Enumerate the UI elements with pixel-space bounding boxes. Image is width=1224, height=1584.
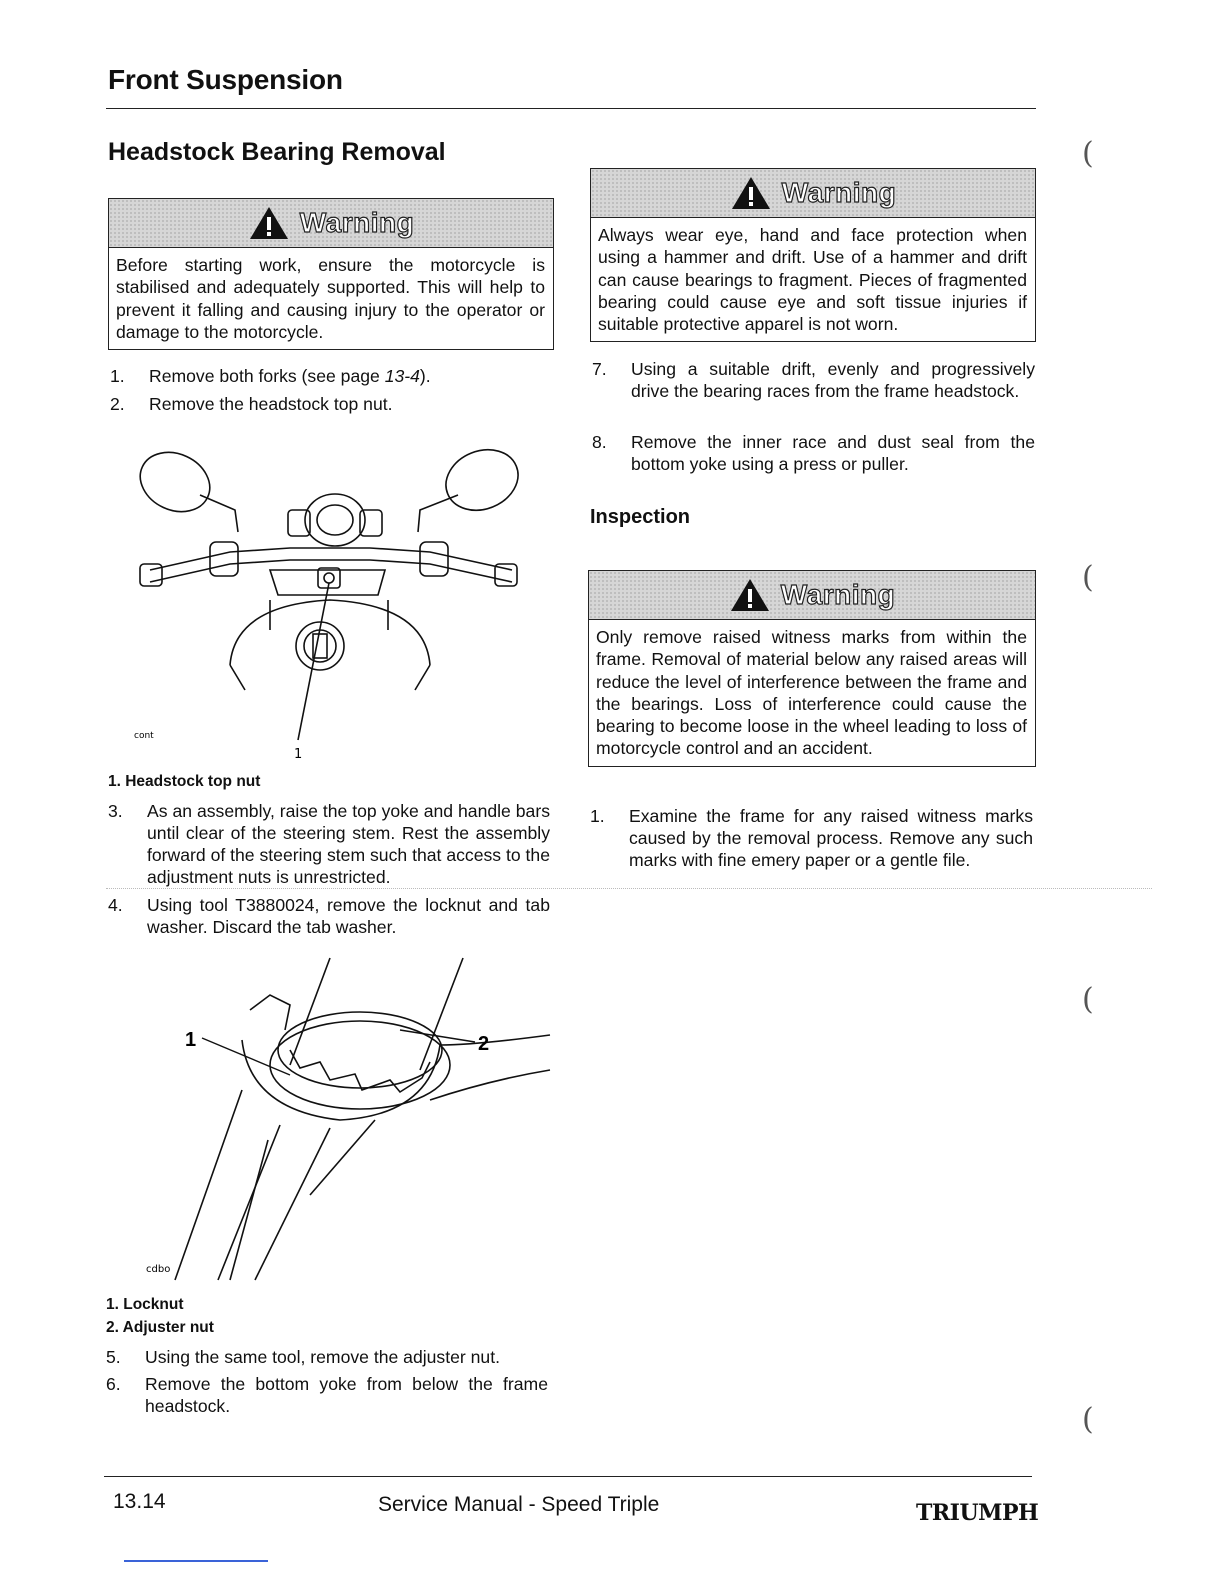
warning-triangle-icon xyxy=(248,205,290,241)
margin-mark: ( xyxy=(1082,982,1094,1017)
step-4 xyxy=(108,894,550,940)
warning-header xyxy=(591,169,1035,218)
figure-callout-1: 1 xyxy=(185,1029,197,1051)
step-text: Using a suitable drift, evenly and progressively drive the bearing races from the frame headstock. xyxy=(631,359,1035,401)
warning-box-2 xyxy=(590,168,1036,342)
warning-text: Always wear eye, hand and face protection when using a hammer and drift. Use of a hammer and drift can cause bearings to fragment. Pieces of fragmented bearing could cause eye and soft tissue injuries if suitable protective apparel is not worn. xyxy=(598,225,1027,335)
scan-artifact-line xyxy=(124,1560,268,1562)
warning-text: Only remove raised witness marks from within the frame. Removal of material below any raised areas will reduce the level of interference between the frame and the bearings. Loss of interference could cause the bearing to become loose in the wheel leading to loss of motorcycle control and an accident. xyxy=(596,627,1027,759)
warning-header xyxy=(589,571,1035,620)
page-heading: Headstock Bearing Removal xyxy=(108,138,446,166)
warning-text: Before starting work, ensure the motorcycle is stabilised and adequately supported. This will help to prevent it falling and causing injury to the operator or damage to the motorcycle. xyxy=(116,255,545,342)
margin-mark: ( xyxy=(1082,136,1094,171)
page-number: 13.14 xyxy=(113,1490,166,1513)
warning-title: Warning xyxy=(299,207,415,238)
warning-title: Warning xyxy=(781,177,897,208)
scan-line xyxy=(106,888,1152,889)
step-text: As an assembly, raise the top yoke and handle bars until clear of the steering stem. Rest the assembly forward of the steering stem such that access to the adjustment nuts is unrestricted. xyxy=(147,801,550,887)
step-7 xyxy=(592,358,1034,426)
section-title: Front Suspension xyxy=(108,64,343,95)
step-number: 6. xyxy=(106,1374,121,1394)
figure-2-caption-2: 2. Adjuster nut xyxy=(106,1319,214,1336)
step-8 xyxy=(592,431,1034,477)
step-text: Examine the frame for any raised witness marks caused by the removal process. Remove any such marks with fine emery paper or a gentle file. xyxy=(629,806,1033,870)
step-2 xyxy=(110,393,550,417)
warning-box-3 xyxy=(588,570,1036,767)
step-number: 3. xyxy=(108,801,123,821)
step-number: 2. xyxy=(110,394,125,414)
step-text: Remove the bottom yoke from below the frame headstock. xyxy=(145,1374,548,1416)
step-number: 1. xyxy=(590,806,605,826)
warning-header xyxy=(109,199,553,248)
figure-callout: 1 xyxy=(294,747,303,762)
triumph-logo: TRIUMPH xyxy=(916,1500,1039,1526)
step-text: Remove the inner race and dust seal from the bottom yoke using a press or puller. xyxy=(631,432,1035,474)
figure-callout-2: 2 xyxy=(478,1033,490,1055)
step-text: Using the same tool, remove the adjuster nut. xyxy=(145,1347,500,1367)
step-text: Using tool T3880024, remove the locknut and tab washer. Discard the tab washer. xyxy=(147,895,550,937)
step-6 xyxy=(106,1373,548,1419)
step-number: 1. xyxy=(110,366,125,386)
locknut-adjuster-figure xyxy=(130,950,560,1285)
figure-2-caption-1: 1. Locknut xyxy=(106,1296,184,1313)
step-text: Remove the headstock top nut. xyxy=(149,394,393,414)
step-text-end: ). xyxy=(419,366,431,386)
margin-mark: ( xyxy=(1082,1402,1094,1437)
page-reference: 13-4 xyxy=(384,366,420,386)
warning-box-1 xyxy=(108,198,554,350)
footer-rule xyxy=(104,1476,1032,1477)
step-number: 4. xyxy=(108,895,123,915)
warning-triangle-icon xyxy=(729,577,771,613)
footer-title: Service Manual - Speed Triple xyxy=(378,1493,660,1516)
header-rule xyxy=(106,108,1036,109)
figure-code: cont xyxy=(134,731,154,741)
step-number: 7. xyxy=(592,359,607,379)
figure-1-caption: 1. Headstock top nut xyxy=(108,773,261,790)
inspection-heading: Inspection xyxy=(590,506,691,528)
step-number: 5. xyxy=(106,1347,121,1367)
step-5 xyxy=(106,1346,548,1370)
warning-title: Warning xyxy=(780,579,896,610)
step-1 xyxy=(110,365,550,389)
step-text: Remove both forks (see page xyxy=(149,366,385,386)
figure-code: cdbo xyxy=(146,1264,171,1275)
inspection-step-1 xyxy=(590,805,1034,873)
step-number: 8. xyxy=(592,432,607,452)
headstock-top-nut-figure xyxy=(120,440,540,765)
margin-mark: ( xyxy=(1082,560,1094,595)
warning-triangle-icon xyxy=(730,175,772,211)
step-3 xyxy=(108,800,550,890)
